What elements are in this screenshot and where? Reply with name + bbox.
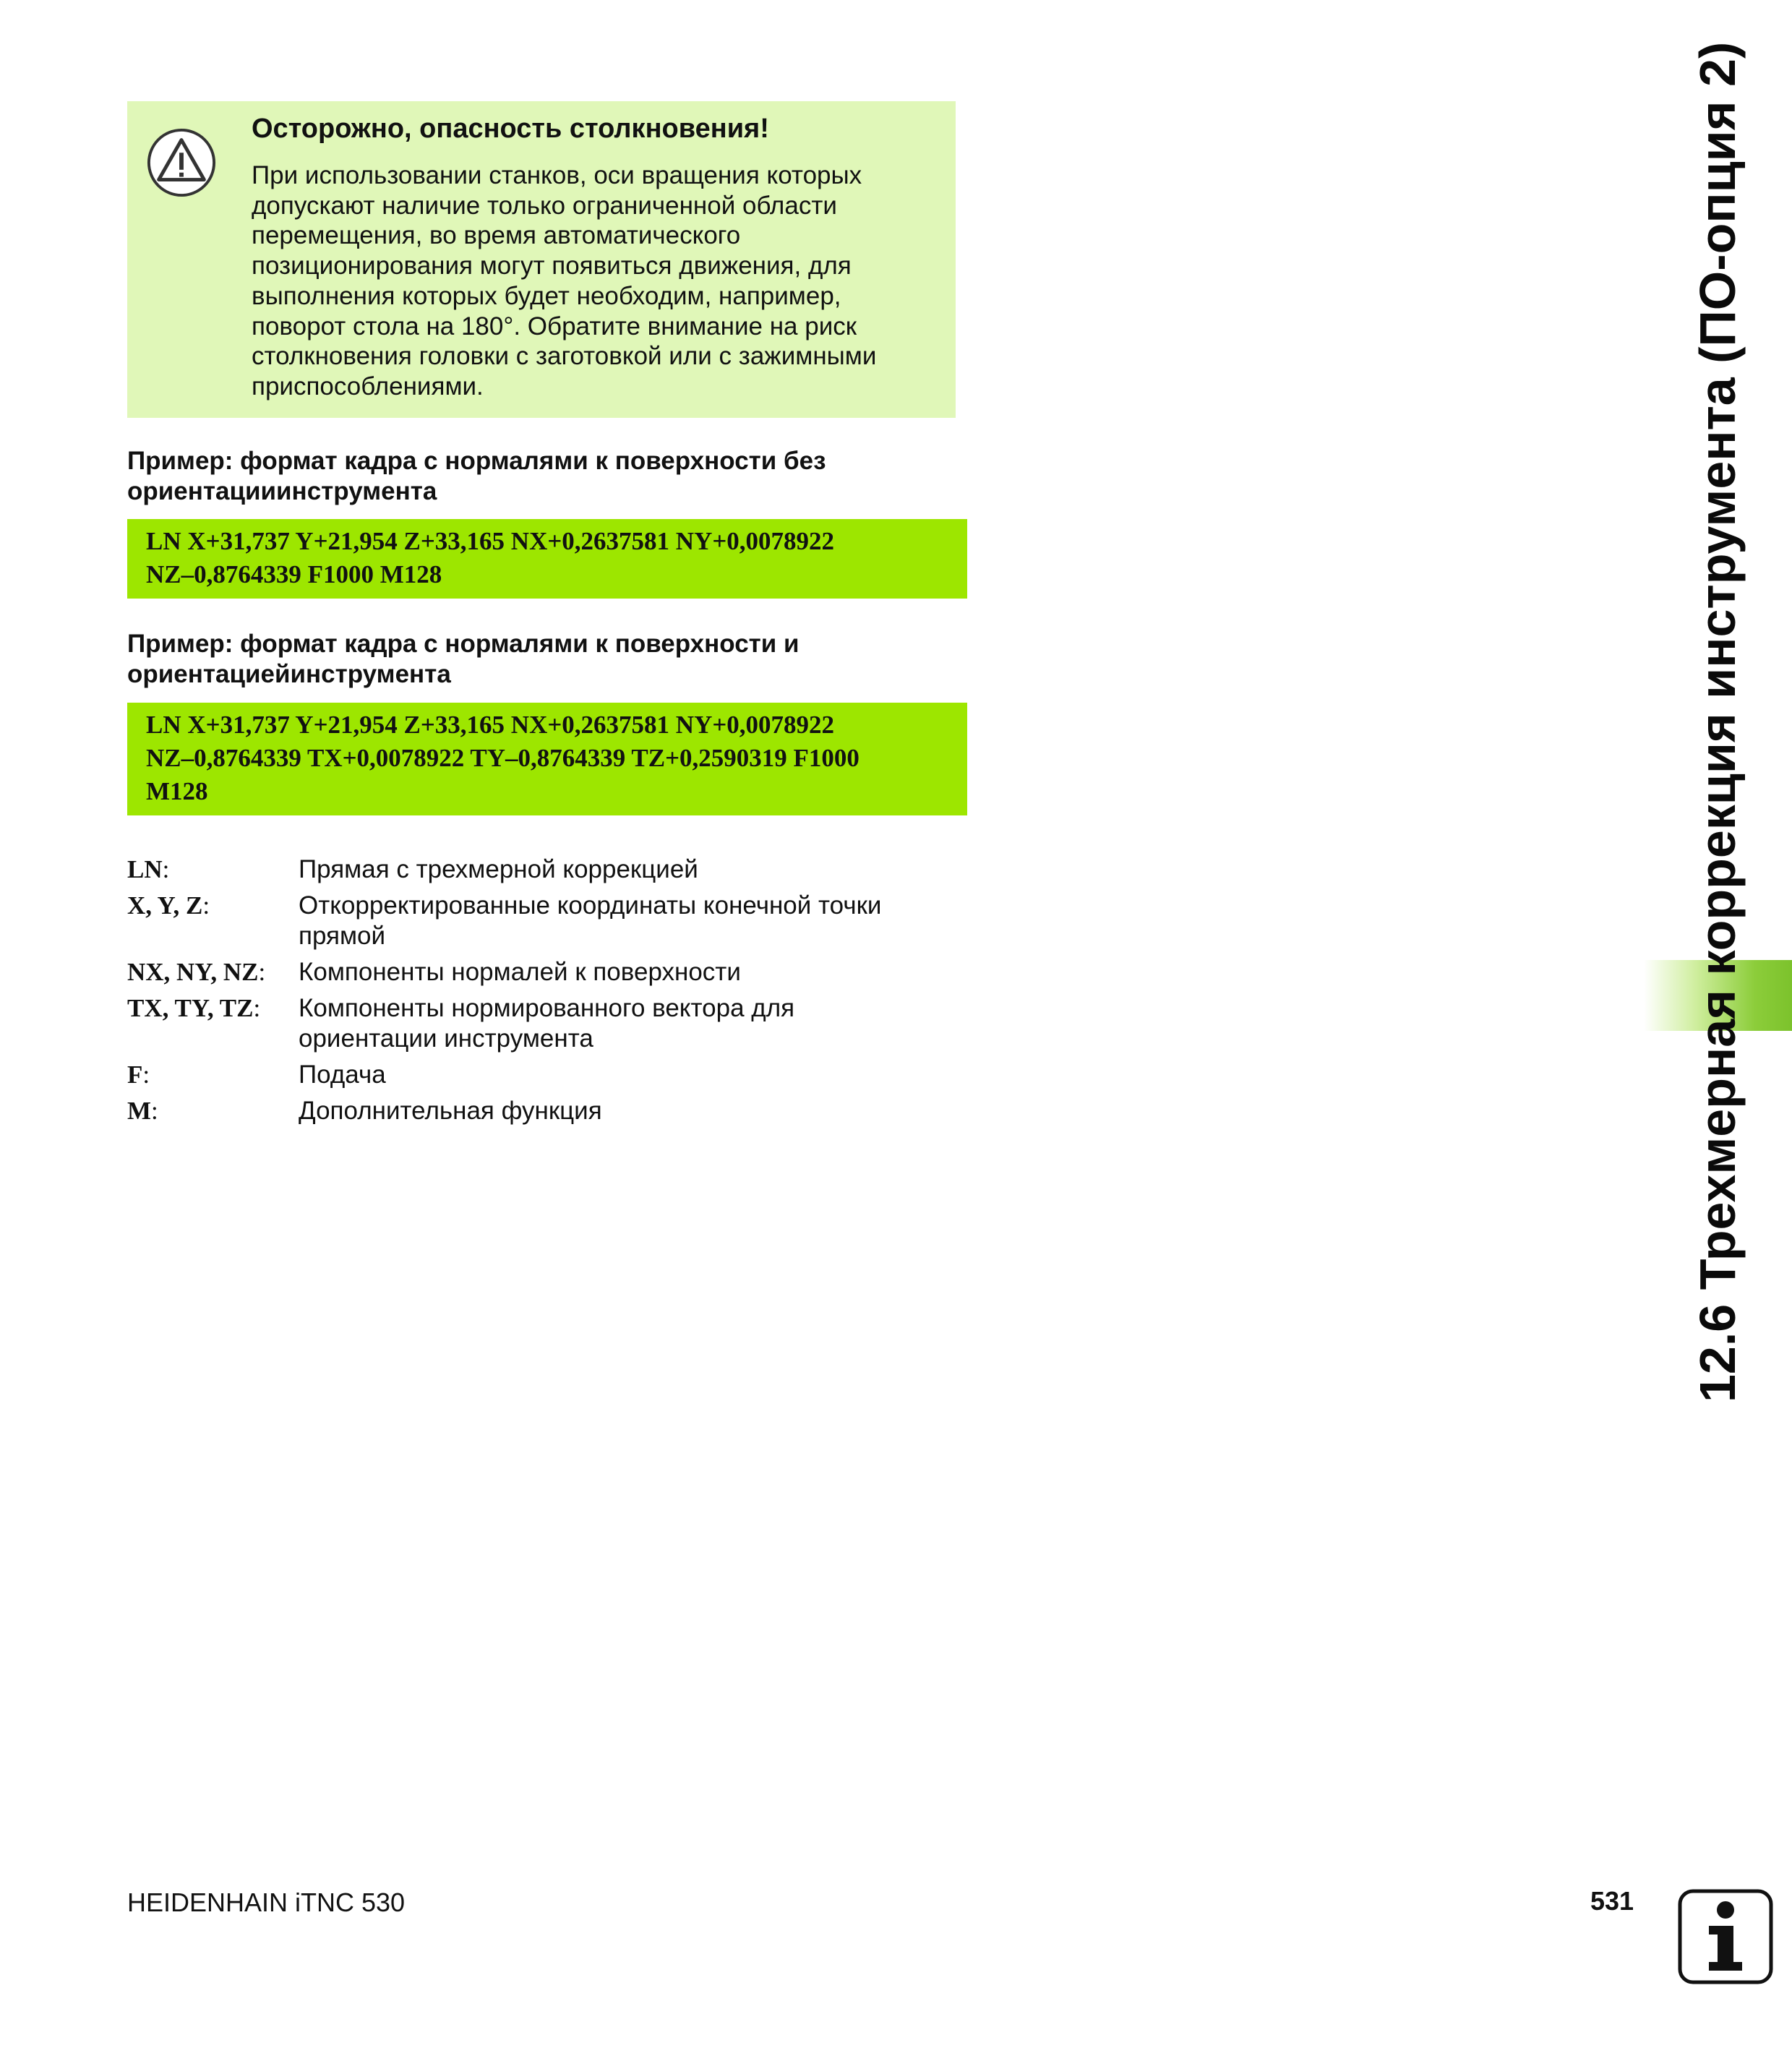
code-line: M128 (146, 777, 208, 805)
definition-desc: Дополнительная функция (299, 1097, 602, 1125)
heading-line: ориентацииинструмента (127, 477, 437, 505)
warning-line: столкновения головки с заготовкой или с зажимными (252, 342, 877, 371)
warning-line: выполнения которых будет необходим, например, (252, 281, 841, 310)
warning-line: поворот стола на 180°. Обратите внимание на риск (252, 312, 857, 340)
info-icon (1677, 1888, 1774, 1985)
definition-term: NX, NY, NZ: (127, 958, 266, 986)
definitions-list (127, 854, 966, 1132)
definition-row (127, 891, 966, 951)
definition-term: TX, TY, TZ: (127, 994, 261, 1022)
definition-term: M: (127, 1097, 158, 1125)
warning-triangle-icon (146, 127, 217, 198)
warning-line: приспособлениями. (252, 372, 484, 400)
definition-desc: Компоненты нормированного вектора для ориентации инструмента (299, 994, 795, 1053)
warning-box (127, 101, 956, 418)
definition-desc: Откорректированные координаты конечной точки прямой (299, 891, 882, 950)
definition-term: X, Y, Z: (127, 891, 210, 920)
warning-line: перемещения, во время автоматического (252, 221, 741, 250)
warning-line: позиционирования могут появиться движения, для (252, 252, 852, 280)
definition-row (127, 1060, 966, 1090)
code-line: LN X+31,737 Y+21,954 Z+33,165 NX+0,2637581 NY+0,0078922 (146, 527, 835, 555)
definition-term: F: (127, 1061, 150, 1089)
example1-code (127, 519, 967, 599)
code-line: NZ–0,8764339 F1000 M128 (146, 560, 442, 588)
heading-line: Пример: формат кадра с нормалями к поверхности без (127, 447, 826, 475)
example2-heading (127, 629, 799, 690)
heading-line: ориентациейинструмента (127, 660, 451, 688)
definition-row (127, 993, 966, 1054)
definition-term: LN: (127, 855, 170, 883)
heading-line: Пример: формат кадра с нормалями к поверхности и (127, 630, 799, 658)
definition-row (127, 854, 966, 885)
code-line: LN X+31,737 Y+21,954 Z+33,165 NX+0,2637581 NY+0,0078922 (146, 711, 835, 739)
page-number: 531 (1590, 1886, 1634, 1916)
example2-code (127, 703, 967, 815)
definition-desc: Прямая с трехмерной коррекцией (299, 855, 698, 883)
warning-line: При использовании станков, оси вращения которых (252, 161, 862, 189)
code-line: NZ–0,8764339 TX+0,0078922 TY–0,8764339 TZ+0,2590319 F1000 (146, 744, 859, 772)
warning-line: допускают наличие только ограниченной области (252, 191, 837, 220)
definition-desc: Компоненты нормалей к поверхности (299, 958, 741, 986)
definition-desc: Подача (299, 1061, 386, 1089)
footer-product: HEIDENHAIN iTNC 530 (127, 1888, 406, 1917)
chapter-title: 12.6 Трехмерная коррекция инструмента (ПО-опция 2) (1689, 41, 1746, 1402)
example1-heading (127, 446, 826, 507)
warning-title: Осторожно, опасность столкновения! (252, 113, 769, 144)
warning-body (252, 160, 938, 402)
definition-row (127, 957, 966, 987)
definition-row (127, 1096, 966, 1126)
